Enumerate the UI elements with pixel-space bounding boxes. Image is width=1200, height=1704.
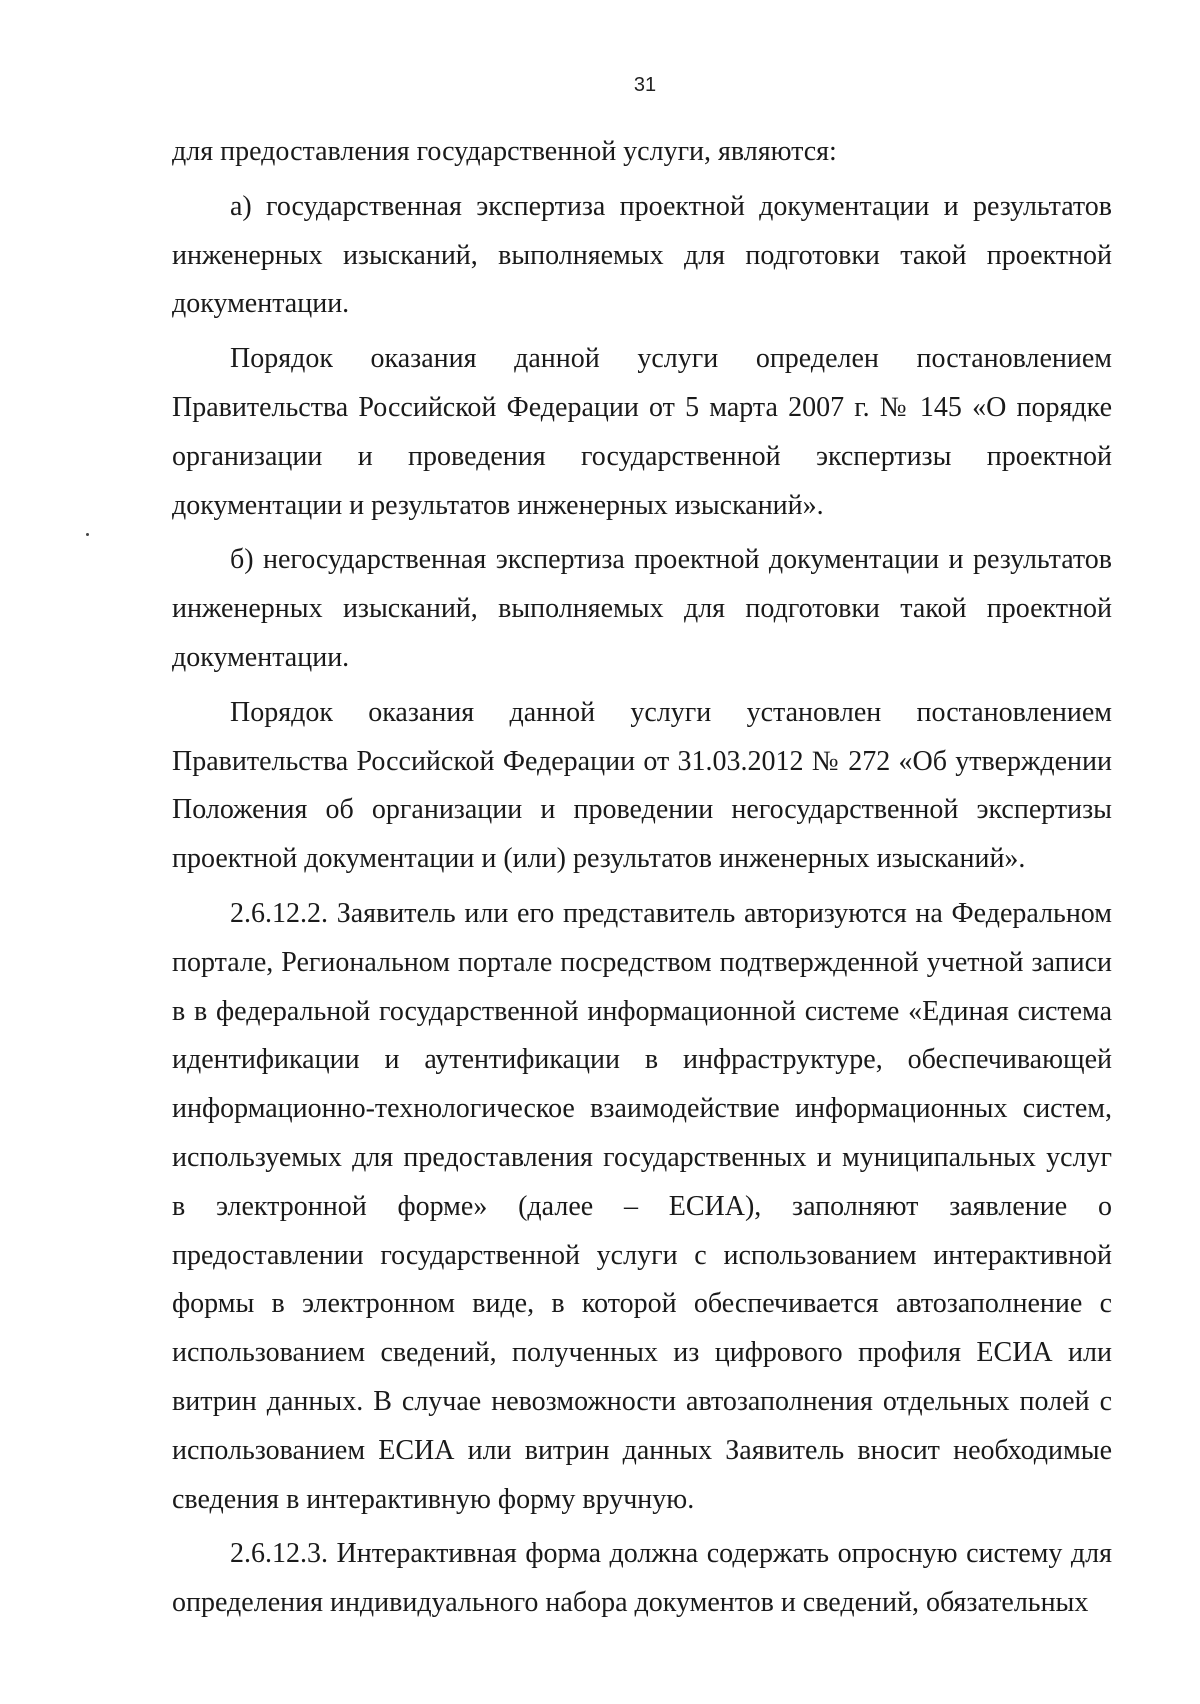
- paragraph-2-6-12-3: 2.6.12.3. Интерактивная форма должна содержать опросную систему для определения индивидуального набора документов и сведений, обязательных: [172, 1538, 1112, 1619]
- paragraph-item-b: б) негосударственная экспертиза проектной документации и результатов инженерных изысканий, выполняемых для подготовки такой проектной документации.: [172, 544, 1112, 673]
- paragraph-2-6-12-2: 2.6.12.2. Заявитель или его представитель авторизуются на Федеральном портале, Региональном портале посредством подтвержденной учетной записи в в федеральной государственной информационной системе «Единая система идентификации и аутентификации в инфраструктуре, обеспечивающей информационно-технологическое взаимодействие информационных систем, используемых для предоставления государственных и муниципальных услуг в электронной форме» (далее – ЕСИА), заполняют заявление о предоставлении государственной услуги с использованием интерактивной формы в электронном виде, в которой обеспечивается автозаполнение с использованием сведений, полученных из цифрового профиля ЕСИА или витрин данных. В случае невозможности автозаполнения отдельных полей с использованием ЕСИА или витрин данных Заявитель вносит необходимые сведения в интерактивную форму вручную.: [172, 897, 1112, 1515]
- paragraph-continuation: для предоставления государственной услуги, являются:: [172, 136, 837, 167]
- paragraph-procedure-a: Порядок оказания данной услуги определен постановлением Правительства Российской Федерации от 5 марта 2007 г. № 145 «О порядке организации и проведения государственной экспертизы проектной документации и результатов инженерных изысканий».: [172, 343, 1112, 521]
- scan-speck: [86, 533, 89, 536]
- paragraph-item-a: а) государственная экспертиза проектной документации и результатов инженерных изысканий, выполняемых для подготовки такой проектной документации.: [172, 190, 1112, 320]
- document-body: [172, 128, 1112, 1628]
- page-number: 31: [633, 74, 657, 96]
- paragraph-procedure-b: Порядок оказания данной услуги установлен постановлением Правительства Российской Федерации от 31.03.2012 № 272 «Об утверждении Положения об организации и проведении негосударственной экспертизы проектной документации и (или) результатов инженерных изысканий».: [172, 696, 1112, 875]
